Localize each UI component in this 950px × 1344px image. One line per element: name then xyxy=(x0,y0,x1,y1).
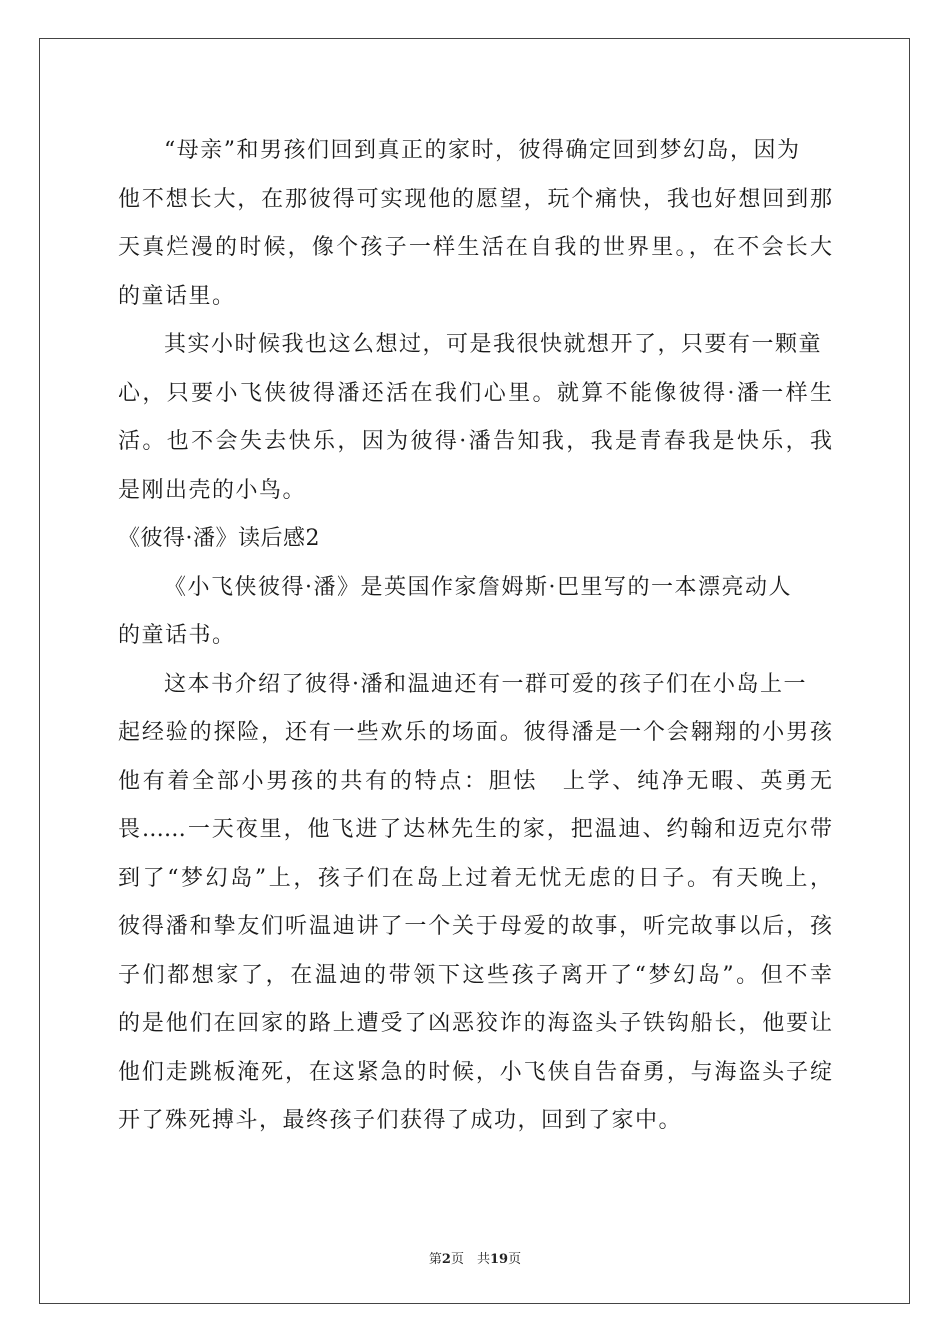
document-body xyxy=(118,127,832,1146)
text-line: 彼得潘和挚友们听温迪讲了一个关于母爱的故事，听完故事以后，孩 xyxy=(118,914,832,939)
text-line: 开了殊死搏斗，最终孩子们获得了成功，回到了家中。 xyxy=(118,1108,683,1133)
section-heading: 《彼得·潘》读后感2 xyxy=(118,526,320,551)
page-footer xyxy=(0,1248,950,1267)
text-line: 起经验的探险，还有一些欢乐的场面。彼得潘是一个会翱翔的小男孩 xyxy=(118,720,832,745)
text-line: 到了“梦幻岛”上，孩子们在岛上过着无忧无虑的日子。有天晚上， xyxy=(118,865,832,891)
footer-page-prefix: 第 xyxy=(428,1252,442,1267)
footer-total-pages: 19 xyxy=(489,1252,509,1267)
text-line: 其实小时候我也这么想过，可是我很快就想开了，只要有一颗童 xyxy=(164,332,823,357)
text-line: “母亲”和男孩们回到真正的家时，彼得确定回到梦幻岛，因为 xyxy=(164,138,801,163)
footer-page-number: 2 xyxy=(441,1252,451,1267)
text-line: 他们走跳板淹死，在这紧急的时候，小飞侠自告奋勇，与海盗头子绽 xyxy=(118,1059,832,1085)
text-line: 子们都想家了，在温迪的带领下这些孩子离开了“梦幻岛”。但不幸 xyxy=(118,962,832,988)
text-line: 《小飞侠彼得·潘》是英国作家詹姆斯·巴里写的一本漂亮动人 xyxy=(164,574,792,600)
text-line: 畏……一天夜里，他飞进了达林先生的家，把温迪、约翰和迈克尔带 xyxy=(118,817,832,842)
text-line: 的童话里。 xyxy=(118,283,236,309)
text-line: 的是他们在回家的路上遭受了凶恶狡诈的海盗头子铁钩船长，他要让 xyxy=(118,1011,832,1036)
footer-page-suffix: 页 xyxy=(508,1252,522,1267)
text-line: 他有着全部小男孩的共有的特点：胆怯 上学、纯净无暇、英勇无 xyxy=(118,768,832,794)
text-line: 是刚出壳的小鸟。 xyxy=(118,477,307,503)
footer-page-mid: 页 共 xyxy=(450,1252,490,1267)
text-line: 活。也不会失去快乐，因为彼得·潘告知我，我是青春我是快乐，我 xyxy=(118,429,832,454)
text-line: 这本书介绍了彼得·潘和温迪还有一群可爱的孩子们在小岛上一 xyxy=(164,671,807,697)
text-line: 心，只要小飞侠彼得潘还活在我们心里。就算不能像彼得·潘一样生 xyxy=(118,380,832,406)
text-line: 天真烂漫的时候，像个孩子一样生活在自我的世界里。，在不会长大 xyxy=(118,235,832,260)
text-line: 他不想长大，在那彼得可实现他的愿望，玩个痛快，我也好想回到那 xyxy=(118,186,832,212)
text-line: 的童话书。 xyxy=(118,623,236,648)
